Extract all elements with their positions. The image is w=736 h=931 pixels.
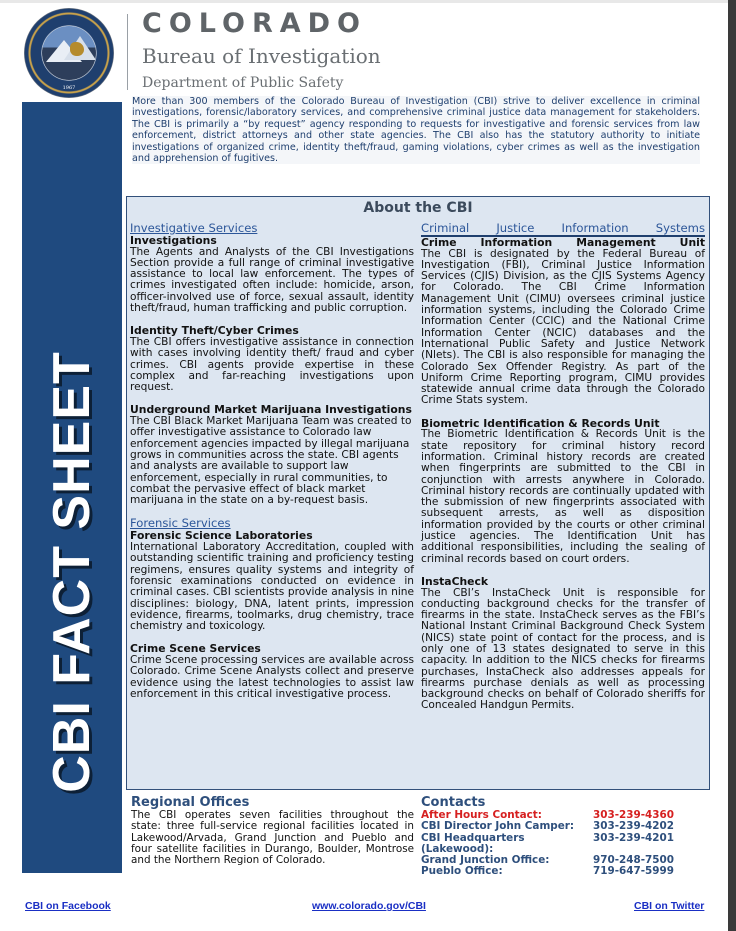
contact-phone[interactable]: 303-239-4202 [593,820,674,833]
viewer-edge [728,0,736,931]
contact-label: Grand Junction Office: [421,854,550,867]
header-divider [127,14,128,90]
intro-paragraph: More than 300 members of the Colorado Bureau of Investigation (CBI) strive to deliver excellence in criminal investigations, forensic/laboratory services, and comprehensive criminal justice data management for stakeholders. The CBI is primarily a “by request” agency responding to requests for investigative and forensic services from law enforcement, district attorneys and other state agencies. The CBI also has the statutory authority to initiate investigations of organized crime, identity theft/fraud, gaming violations, cyber crimes as well as the investigation and apprehension of fugitives. [132,96,700,165]
instacheck-text: The CBI’s InstaCheck Unit is responsible for conducting background checks for the transfer of firearms in the state. InstaCheck serves as the FBI’s National Instant Criminal Background Check System (NICS) state point of contact for the process, and is only one of 13 states designated to serve in this capacity. In addition to the NICS checks for firearms purchases, InstaCheck also addresses appeals for firearms purchase denials as well as processing background checks on behalf of Colorado sheriffs for Concealed Handgun Permits. [421,586,705,712]
top-strip [0,0,728,3]
contacts-heading: Contacts [421,795,486,810]
contact-phone[interactable]: 970-248-7500 [593,854,674,867]
marijuana-text: The CBI Black Market Marijuana Team was created to offer investigative assistance to Colorado law enforcement agencies impacted by illegal marijuana grows in communities across the state. CBI agents and analysts are available to support law enforcement, especially in rural communities, to combat the pervasive effect of black market marijuana in the state on a by-request basis. [130,415,412,507]
contact-phone[interactable]: 719-647-5999 [593,865,674,878]
identity-theft-heading: Identity Theft/Cyber Crimes [130,324,299,338]
twitter-link[interactable]: CBI on Twitter [634,900,705,912]
biometric-text: The Biometric Identification & Records Unit is the state repository for criminal history record information. Criminal history records are created when fingerprints are submitted to the CBI in conjunction with arrests anywhere in Colorado. Criminal history records are continually updated with the submission of new fingerprints associated with subsequent arrests, as well as disposition information provided by the courts or other criminal justice agencies. The Identification Unit has additional responsibilities, including the sealing of criminal records based on court orders. [421,428,705,565]
cimu-heading: Crime Information Management Unit [421,236,705,249]
crime-scene-heading: Crime Scene Services [130,642,261,656]
facebook-link[interactable]: CBI on Facebook [25,900,111,912]
cbi-seal-logo [24,8,114,98]
website-link[interactable]: www.colorado.gov/CBI [312,900,426,912]
brand-department: Department of Public Safety [142,75,344,91]
contact-phone[interactable]: 303-239-4360 [593,809,674,821]
contact-row-pueblo [421,866,721,877]
contact-label: CBI Headquarters (Lakewood): [421,831,525,855]
regional-offices-heading: Regional Offices [131,795,250,810]
seal-emblem-icon [42,26,96,80]
seal-year: 1967 [62,85,76,91]
regional-offices-text: The CBI operates seven facilities throughout the state: three full-service regional facilities located in Lakewood/Arvada, Grand Junction and Pueblo and four satellite facilities in Durango, Boulder, Montrose and the Northern Region of Colorado. [131,809,414,867]
about-box [126,196,710,790]
forensic-labs-text: International Laboratory Accreditation, coupled with outstanding scientific training and proficiency testing regimens, ensures quality systems and integrity of forensic examinations conducted on evidence in criminal cases. CBI scientists provide analysis in nine disciplines: biology, DNA, latent prints, impression evidence, firearms, toolmarks, drug chemistry, trace chemistry and toxicology. [130,541,414,633]
forensic-services-link[interactable]: Forensic Services [130,516,231,531]
brand-colorado: COLORADO [142,8,368,39]
about-left-column [130,222,414,711]
contact-label: After Hours Contact: [421,809,542,821]
instacheck-heading: InstaCheck [421,574,489,588]
forensic-labs-heading: Forensic Science Laboratories [130,529,313,543]
biometric-heading: Biometric Identification & Records Unit [421,416,660,430]
about-right-column [421,222,705,723]
contact-label: Pueblo Office: [421,865,503,878]
contact-row-headquarters [421,833,721,856]
contacts-section [421,796,721,878]
sidebar-banner [22,102,122,873]
identity-theft-text: The CBI offers investigative assistance in connection with cases involving identity theft/ fraud and cyber crimes. CBI agents provide expertise in these complex and far-reaching investigations upon request. [130,335,414,394]
about-title: About the CBI [363,200,473,216]
investigations-text: The Agents and Analysts of the CBI Investigations Section provide a full range of criminal investigative assistance to local law enforcement. The types of crimes investigated often include: homicide, arson, officer-involved use of force, sexual assault, identity theft/fraud, human trafficking and public corruption. [130,245,414,315]
regional-offices-section [131,796,414,866]
contact-row-director [421,821,721,832]
cimu-text: The CBI is designated by the Federal Bureau of Investigation (FBI), Criminal Justice Information Services (CJIS) Division, as the CJIS Systems Agency for Colorado. The CBI Crime Information Management Unit (CIMU) oversees criminal justice information systems, including the Colorado Crime Information Center (CCIC) and the National Crime Information Center (NCIC) databases and the International Public Safety and Justice Network (Nlets). The CBI is also responsible for managing the Colorado Sex Offender Registry. As part of the Uniform Crime Reporting program, CIMU provides statewide annual crime data through the Colorado Crime Stats system. [421,247,705,407]
cjis-link[interactable]: Criminal Justice Information Systems [421,221,705,235]
fact-sheet-title: CBI FACT SHEET [43,351,101,793]
brand-bureau: Bureau of Investigation [142,44,381,68]
crime-scene-text: Crime Scene processing services are available across Colorado. Crime Scene Analysts collect and preserve evidence using the latest technologies to assist law enforcement in this critical investigative process. [130,653,414,700]
contact-phone[interactable]: 303-239-4201 [593,831,674,844]
eagle-icon [70,42,84,56]
contact-label: CBI Director John Camper: [421,820,575,833]
investigative-services-link[interactable]: Investigative Services [130,221,258,235]
marijuana-heading: Underground Market Marijuana Investigations [130,403,412,417]
investigations-heading: Investigations [130,234,217,247]
